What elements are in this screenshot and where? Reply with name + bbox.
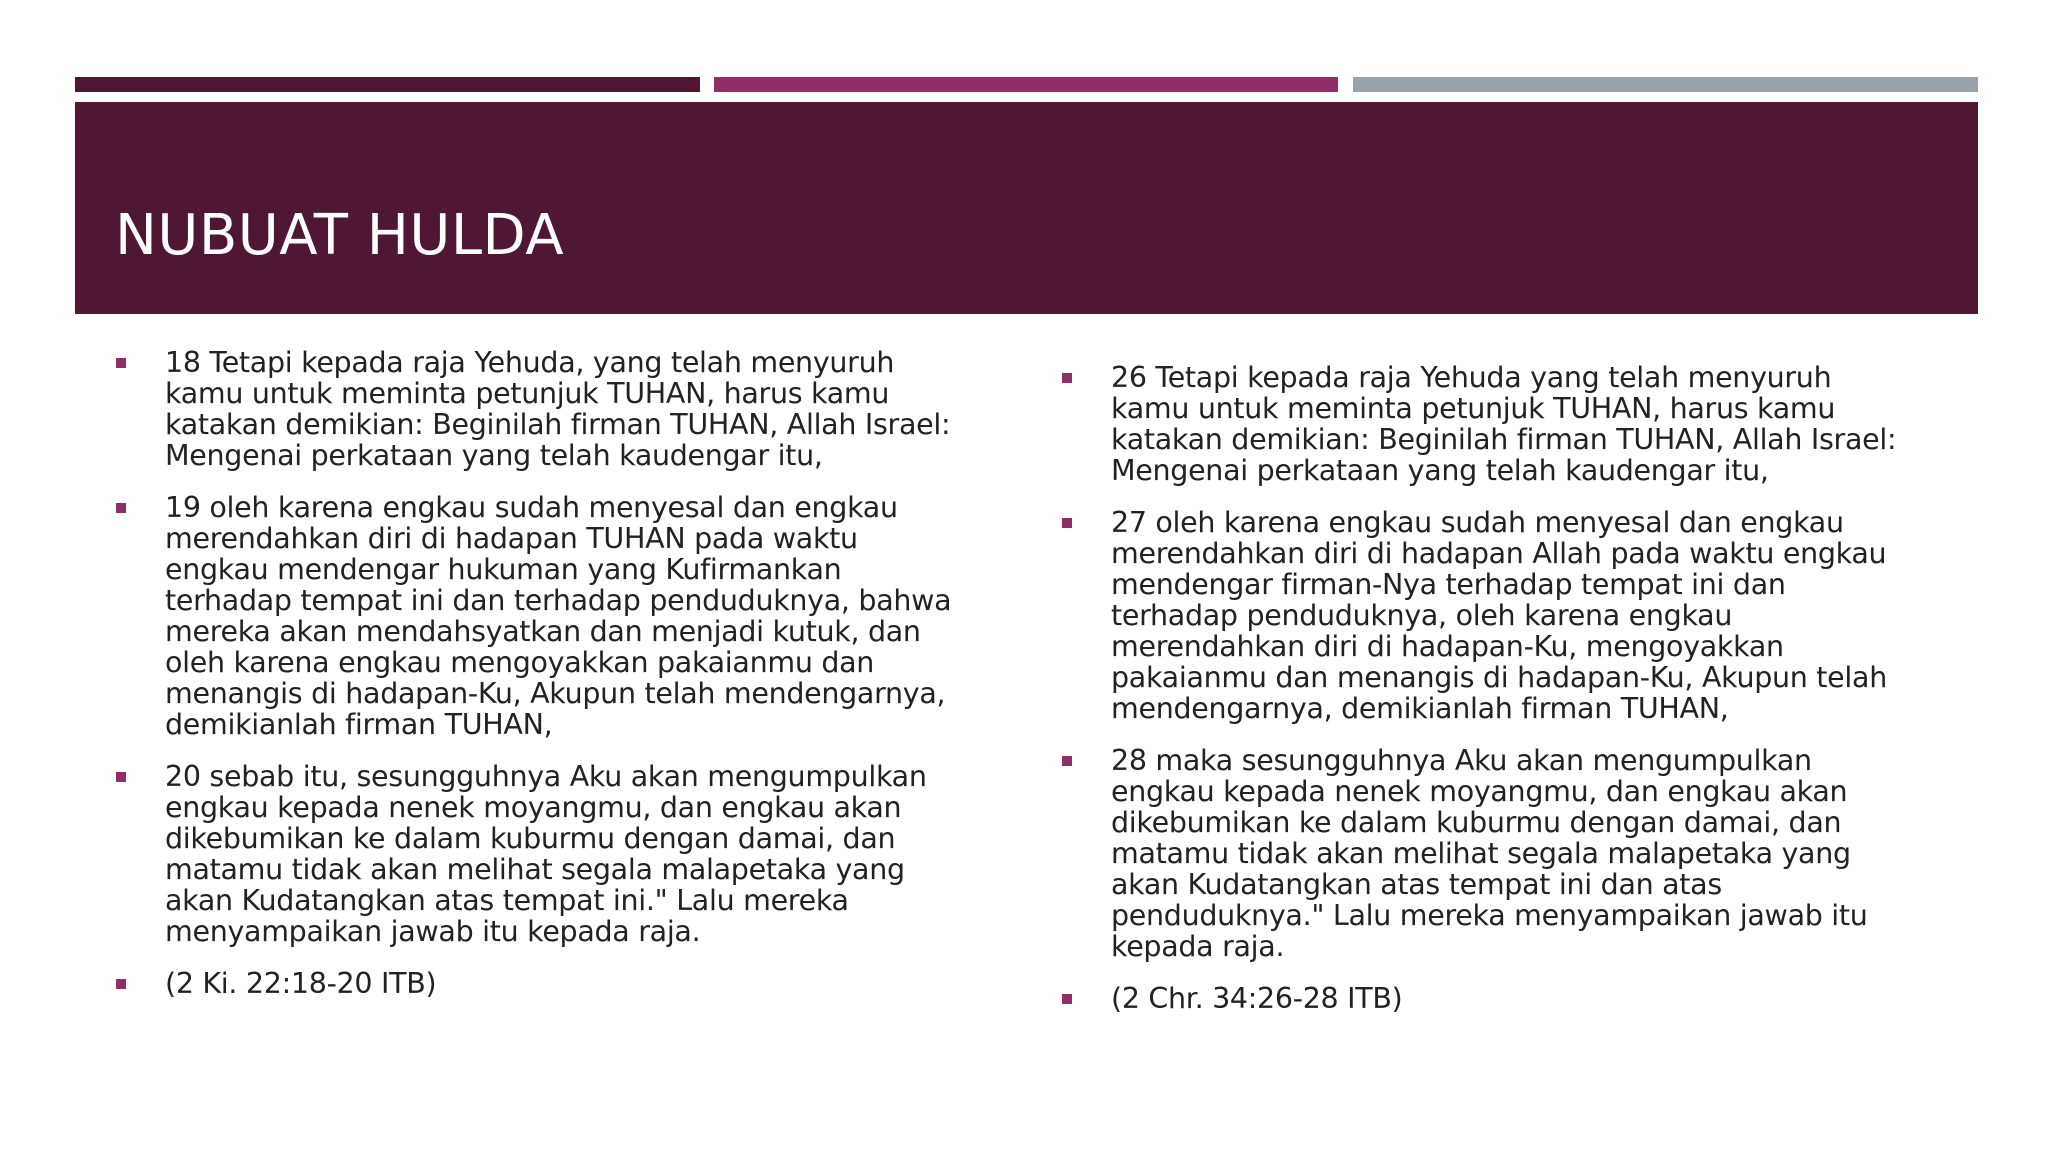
list-item: [114, 347, 954, 471]
list-item: [1060, 362, 1900, 486]
left-column-list: [114, 347, 954, 1020]
square-bullet-icon: [1062, 518, 1072, 528]
accent-bar-dark: [75, 77, 700, 92]
verse-text: 26 Tetapi kepada raja Yehuda yang telah menyuruh kamu untuk meminta petunjuk TUHAN, harus kamu katakan demikian: Beginilah firman TUHAN, Allah Israel: Mengenai perkataan yang telah kaudengar itu,: [1111, 361, 1897, 487]
square-bullet-icon: [116, 358, 126, 368]
square-bullet-icon: [1062, 756, 1072, 766]
accent-bar-gray: [1353, 77, 1978, 92]
list-item: [1060, 983, 1900, 1014]
verse-text: 27 oleh karena engkau sudah menyesal dan engkau merendahkan diri di hadapan Allah pada waktu engkau mendengar firman-Nya terhadap tempat ini dan terhadap penduduknya, oleh karena engkau merendahkan diri di hadapan-Ku, mengoyakkan pakaianmu dan menangis di hadapan-Ku, Akupun telah mendengarnya, demikianlah firman TUHAN,: [1111, 506, 1887, 725]
square-bullet-icon: [1062, 994, 1072, 1004]
right-column-list: [1060, 362, 1900, 1035]
list-item: [1060, 507, 1900, 724]
verse-text: 18 Tetapi kepada raja Yehuda, yang telah menyuruh kamu untuk meminta petunjuk TUHAN, harus kamu katakan demikian: Beginilah firman TUHAN, Allah Israel: Mengenai perkataan yang telah kaudengar itu,: [165, 346, 951, 472]
square-bullet-icon: [1062, 373, 1072, 383]
verse-reference: (2 Ki. 22:18-20 ITB): [165, 967, 437, 1000]
accent-bar-magenta: [714, 77, 1338, 92]
list-item: [1060, 745, 1900, 962]
list-item: [114, 968, 954, 999]
square-bullet-icon: [116, 772, 126, 782]
square-bullet-icon: [116, 979, 126, 989]
verse-text: 28 maka sesungguhnya Aku akan mengumpulkan engkau kepada nenek moyangmu, dan engkau akan dikebumikan ke dalam kuburmu dengan damai, dan matamu tidak akan melihat segala malapetaka yang akan Kudatangkan atas tempat ini dan atas penduduknya." Lalu mereka menyampaikan jawab itu kepada raja.: [1111, 744, 1868, 963]
slide-title: NUBUAT HULDA: [115, 203, 564, 268]
list-item: [114, 761, 954, 947]
verse-reference: (2 Chr. 34:26-28 ITB): [1111, 982, 1403, 1015]
title-band: [75, 102, 1978, 314]
verse-text: 19 oleh karena engkau sudah menyesal dan engkau merendahkan diri di hadapan TUHAN pada waktu engkau mendengar hukuman yang Kufirmankan terhadap tempat ini dan terhadap penduduknya, bahwa mereka akan mendahsyatkan dan menjadi kutuk, dan oleh karena engkau mengoyakkan pakaianmu dan menangis di hadapan-Ku, Akupun telah mendengarnya, demikianlah firman TUHAN,: [165, 491, 952, 741]
list-item: [114, 492, 954, 740]
verse-text: 20 sebab itu, sesungguhnya Aku akan mengumpulkan engkau kepada nenek moyangmu, dan engkau akan dikebumikan ke dalam kuburmu dengan damai, dan matamu tidak akan melihat segala malapetaka yang akan Kudatangkan atas tempat ini." Lalu mereka menyampaikan jawab itu kepada raja.: [165, 760, 927, 948]
square-bullet-icon: [116, 503, 126, 513]
